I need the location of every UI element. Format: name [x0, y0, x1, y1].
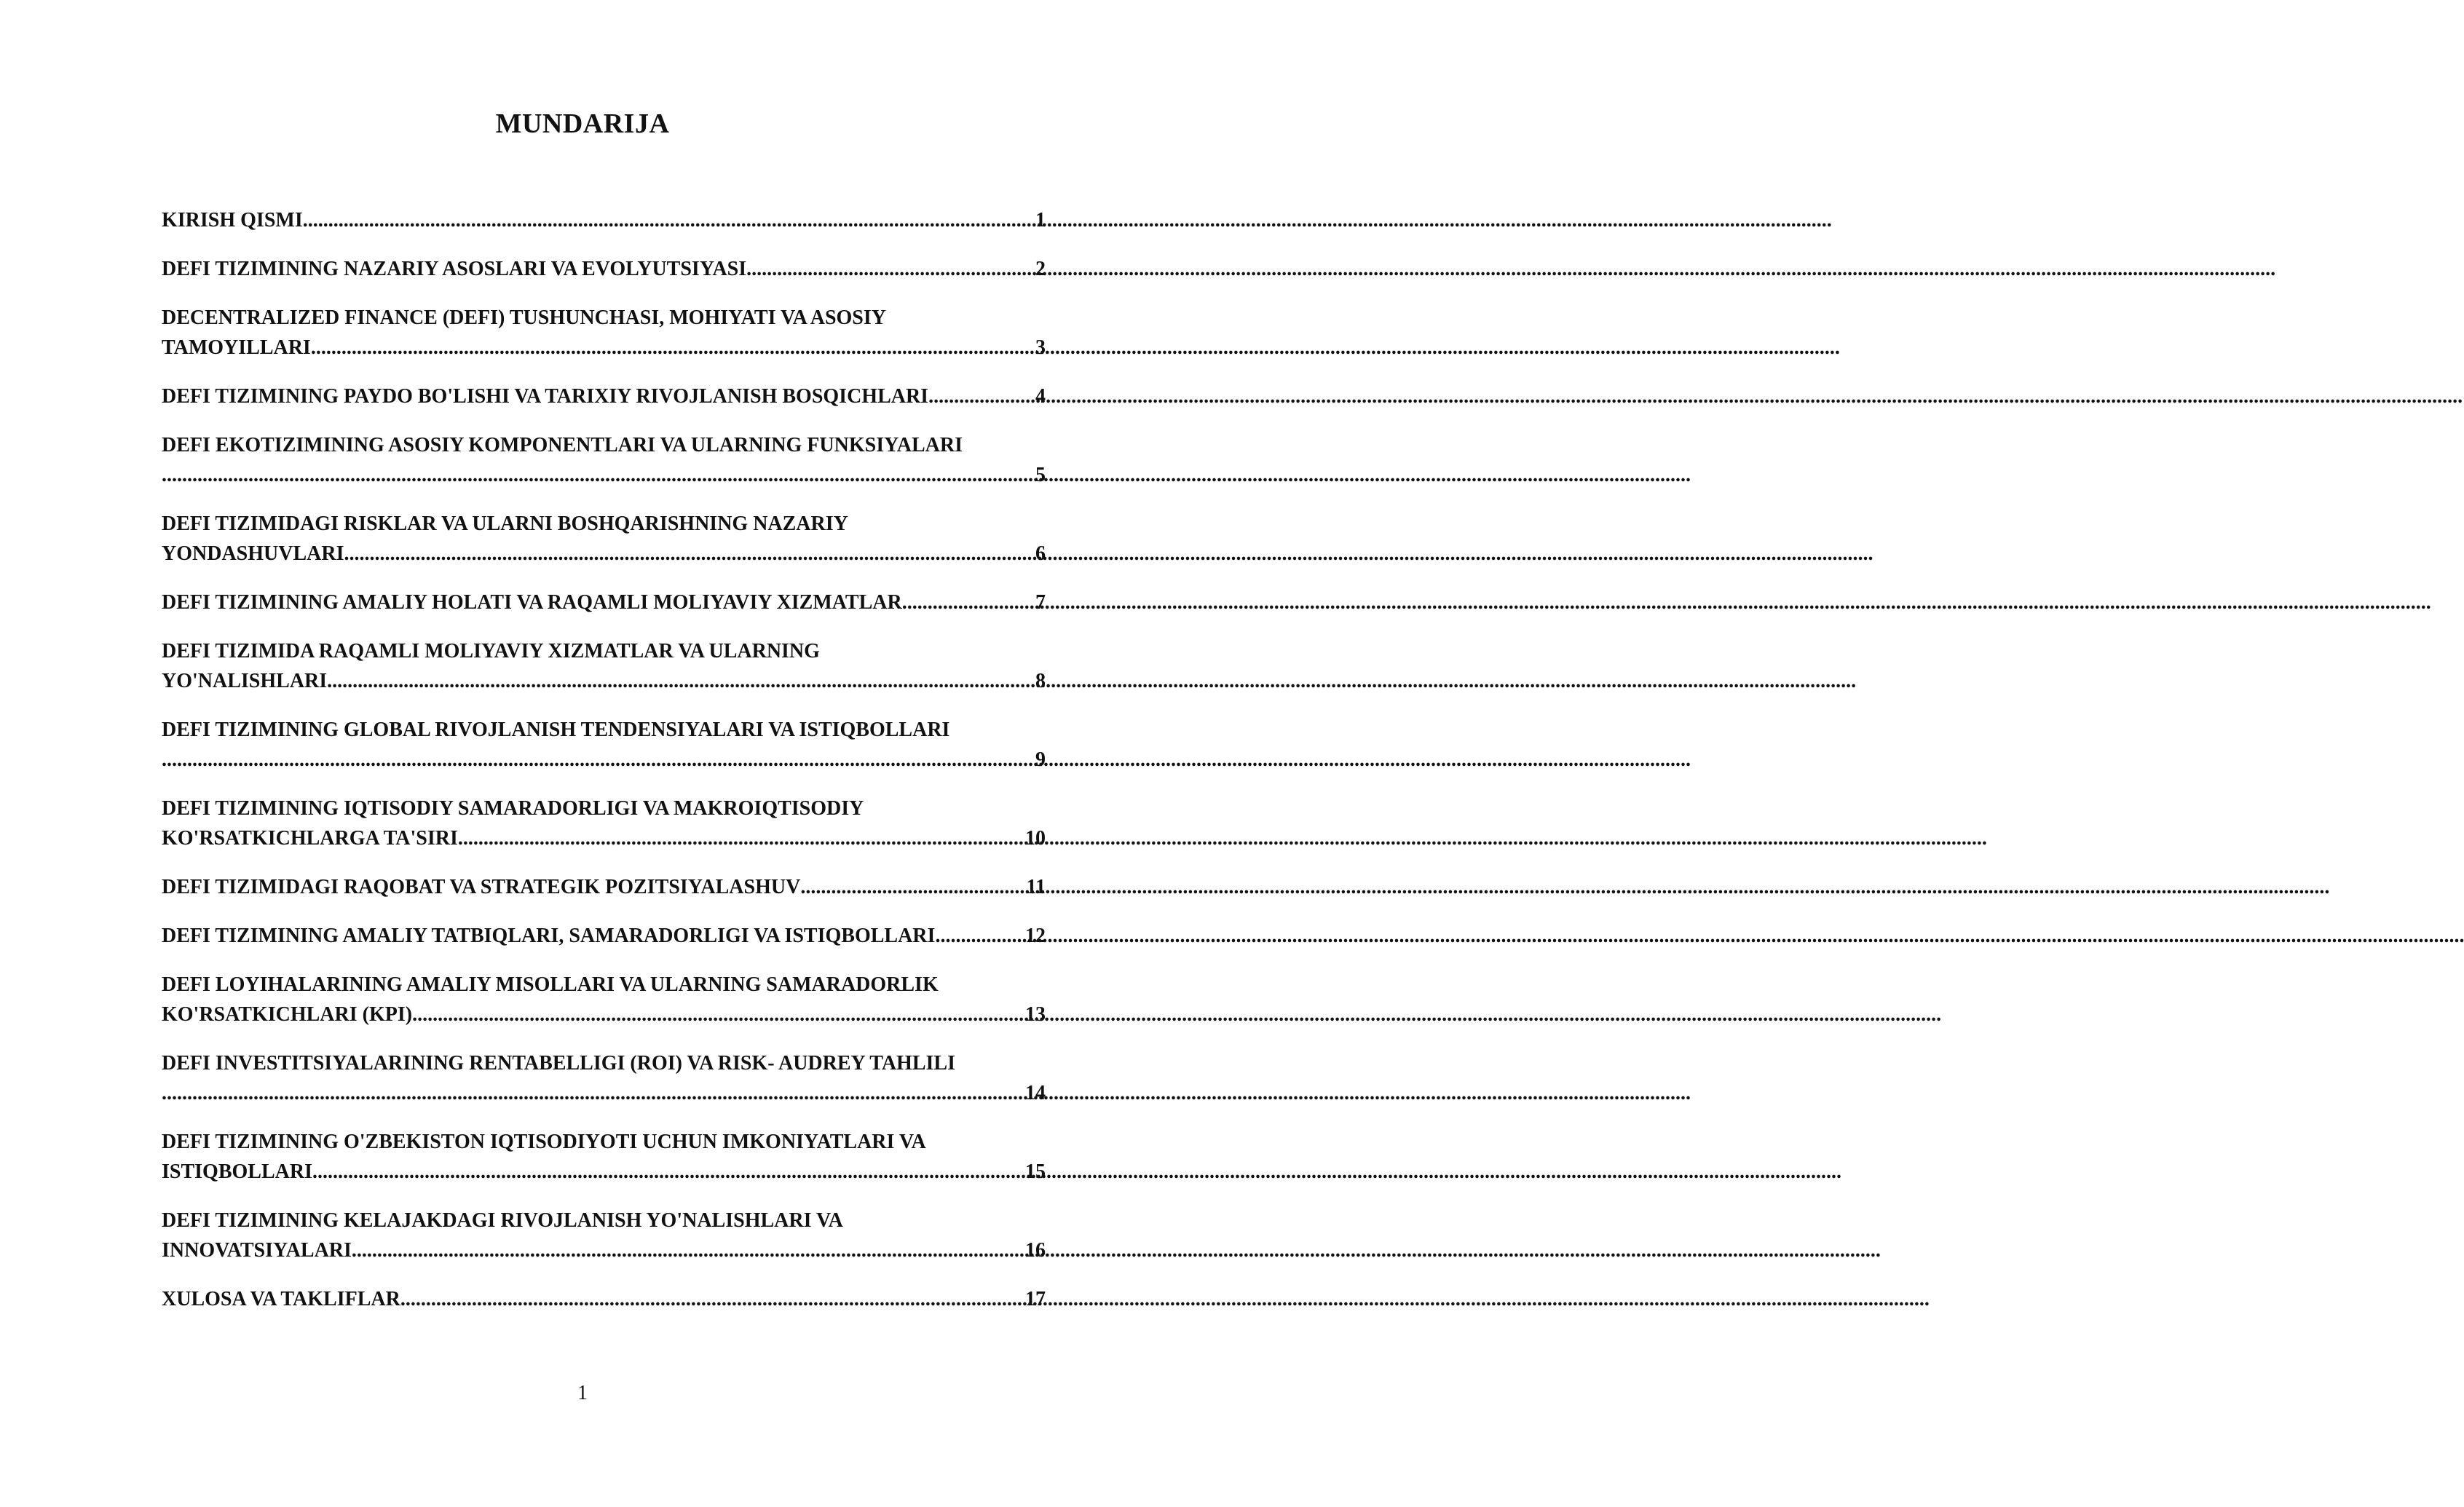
toc-entry-title: YONDASHUVLARI	[162, 542, 344, 565]
table-of-contents	[162, 205, 1046, 1333]
toc-entry-row	[162, 539, 1046, 569]
toc-page-number: 12	[1025, 925, 1046, 947]
toc-entry-title: DEFI TIZIMIDAGI RAQOBAT VA STRATEGIK POZITSIYALASHUV	[162, 876, 801, 898]
toc-page-number: 11	[1026, 876, 1046, 898]
toc-dot-leader	[162, 745, 1034, 775]
toc-entry-row	[162, 921, 1046, 951]
toc-page-number: 13	[1025, 1003, 1046, 1026]
toc-page-number: 6	[1035, 542, 1046, 565]
toc-entry-title-line: DEFI TIZIMIDA RAQAMLI MOLIYAVIY XIZMATLAR VA ULARNING	[162, 640, 820, 662]
toc-dot-leader	[303, 205, 1034, 235]
toc-entry-title: TAMOYILLARI	[162, 336, 311, 359]
toc-entry[interactable]	[162, 1127, 1046, 1187]
toc-entry[interactable]	[162, 1206, 1046, 1265]
toc-entry[interactable]	[162, 1284, 1046, 1314]
toc-entry-row	[162, 381, 1046, 411]
toc-dot-leader	[162, 1078, 1024, 1108]
toc-entry-title-line: DEFI TIZIMINING O'ZBEKISTON IQTISODIYOTI UCHUN IMKONIYATLARI VA	[162, 1131, 926, 1153]
page-number: 1	[577, 1382, 588, 1404]
toc-entry[interactable]	[162, 430, 1046, 490]
toc-entry-title: YO'NALISHLARI	[162, 670, 328, 692]
toc-page-number: 2	[1035, 258, 1046, 280]
toc-entry-title: KIRISH QISMI	[162, 209, 303, 232]
toc-entry-row	[162, 333, 1046, 363]
toc-page-number: 5	[1035, 464, 1046, 486]
toc-entry-title-line: DEFI TIZIMINING KELAJAKDAGI RIVOJLANISH YO'NALISHLARI VA	[162, 1209, 843, 1232]
toc-entry-title: DEFI TIZIMINING AMALIY TATBIQLARI, SAMARADORLIGI VA ISTIQBOLLARI	[162, 925, 936, 947]
toc-entry-row	[162, 1284, 1046, 1314]
toc-dot-leader	[327, 666, 1034, 696]
toc-entry-title-line: DECENTRALIZED FINANCE (DEFI) TUSHUNCHASI, MOHIYATI VA ASOSIY	[162, 306, 886, 329]
toc-entry[interactable]	[162, 794, 1046, 853]
toc-page-number: 15	[1025, 1160, 1046, 1183]
toc-entry-title: KO'RSATKICHLARI (KPI)	[162, 1003, 413, 1026]
toc-dot-leader	[312, 1157, 1024, 1187]
toc-entry[interactable]	[162, 254, 1046, 284]
toc-dot-leader	[400, 1284, 1024, 1314]
toc-entry[interactable]	[162, 509, 1046, 569]
toc-entry[interactable]	[162, 715, 1046, 775]
toc-entry-row	[162, 1078, 1046, 1108]
toc-entry[interactable]	[162, 588, 1046, 617]
toc-entry-row	[162, 1157, 1046, 1187]
toc-page-number: 4	[1035, 385, 1046, 408]
toc-entry-title: KO'RSATKICHLARGA TA'SIRI	[162, 827, 458, 850]
page-title: MUNDARIJA	[495, 108, 670, 139]
toc-dot-leader	[902, 588, 1034, 617]
toc-dot-leader	[458, 823, 1024, 853]
toc-entry-title-line: DEFI TIZIMINING IQTISODIY SAMARADORLIGI VA MAKROIQTISODIY	[162, 797, 864, 820]
toc-entry-row	[162, 254, 1046, 284]
toc-entry[interactable]	[162, 205, 1046, 235]
toc-page-number: 3	[1035, 336, 1046, 359]
toc-page-number: 14	[1025, 1082, 1046, 1104]
toc-entry-row	[162, 588, 1046, 617]
toc-entry-row	[162, 1235, 1046, 1265]
toc-dot-leader	[162, 460, 1034, 490]
toc-entry-title: INNOVATSIYALARI	[162, 1239, 352, 1262]
toc-entry-row	[162, 205, 1046, 235]
toc-entry-title-line: DEFI LOYIHALARINING AMALIY MISOLLARI VA ULARNING SAMARADORLIK	[162, 973, 939, 996]
toc-entry-title: XULOSA VA TAKLIFLAR	[162, 1288, 400, 1310]
toc-entry-title: DEFI TIZIMINING NAZARIY ASOSLARI VA EVOLYUTSIYASI	[162, 258, 747, 280]
toc-entry[interactable]	[162, 303, 1046, 363]
toc-entry[interactable]	[162, 921, 1046, 951]
toc-entry[interactable]	[162, 1048, 1046, 1108]
toc-dot-leader	[352, 1235, 1024, 1265]
toc-page-number: 10	[1025, 827, 1046, 850]
toc-dot-leader	[344, 539, 1034, 569]
toc-entry-row	[162, 460, 1046, 490]
toc-entry-row	[162, 872, 1046, 902]
document-page	[0, 0, 1165, 1507]
toc-dot-leader	[746, 254, 1034, 284]
toc-entry-title-line: DEFI EKOTIZIMINING ASOSIY KOMPONENTLARI VA ULARNING FUNKSIYALARI	[162, 434, 963, 456]
toc-entry-row	[162, 666, 1046, 696]
toc-dot-leader	[935, 921, 1024, 951]
toc-dot-leader	[412, 1000, 1024, 1029]
toc-page-number: 8	[1035, 670, 1046, 692]
toc-dot-leader	[311, 333, 1034, 363]
toc-page-number: 1	[1035, 209, 1046, 232]
toc-entry-row	[162, 745, 1046, 775]
toc-page-number: 9	[1035, 748, 1046, 771]
toc-entry-title-line: DEFI TIZIMIDAGI RISKLAR VA ULARNI BOSHQARISHNING NAZARIY	[162, 513, 848, 535]
toc-entry[interactable]	[162, 636, 1046, 696]
toc-entry-title: ISTIQBOLLARI	[162, 1160, 312, 1183]
toc-entry-title-line: DEFI TIZIMINING GLOBAL RIVOJLANISH TENDENSIYALARI VA ISTIQBOLLARI	[162, 719, 950, 741]
toc-entry-title: DEFI TIZIMINING AMALIY HOLATI VA RAQAMLI MOLIYAVIY XIZMATLAR	[162, 591, 902, 614]
toc-page-number: 16	[1025, 1239, 1046, 1262]
toc-page-number: 7	[1035, 591, 1046, 614]
toc-dot-leader	[933, 381, 1034, 411]
toc-entry[interactable]	[162, 970, 1046, 1029]
toc-entry[interactable]	[162, 872, 1046, 902]
toc-entry[interactable]	[162, 381, 1046, 411]
toc-entry-row	[162, 823, 1046, 853]
toc-entry-row	[162, 1000, 1046, 1029]
toc-dot-leader	[800, 872, 1024, 902]
toc-entry-title-line: DEFI INVESTITSIYALARINING RENTABELLIGI (ROI) VA RISK- AUDREY TAHLILI	[162, 1052, 955, 1075]
toc-page-number: 17	[1025, 1288, 1046, 1310]
toc-entry-title: DEFI TIZIMINING PAYDO BO'LISHI VA TARIXIY RIVOJLANISH BOSQICHLARI.	[162, 385, 934, 408]
